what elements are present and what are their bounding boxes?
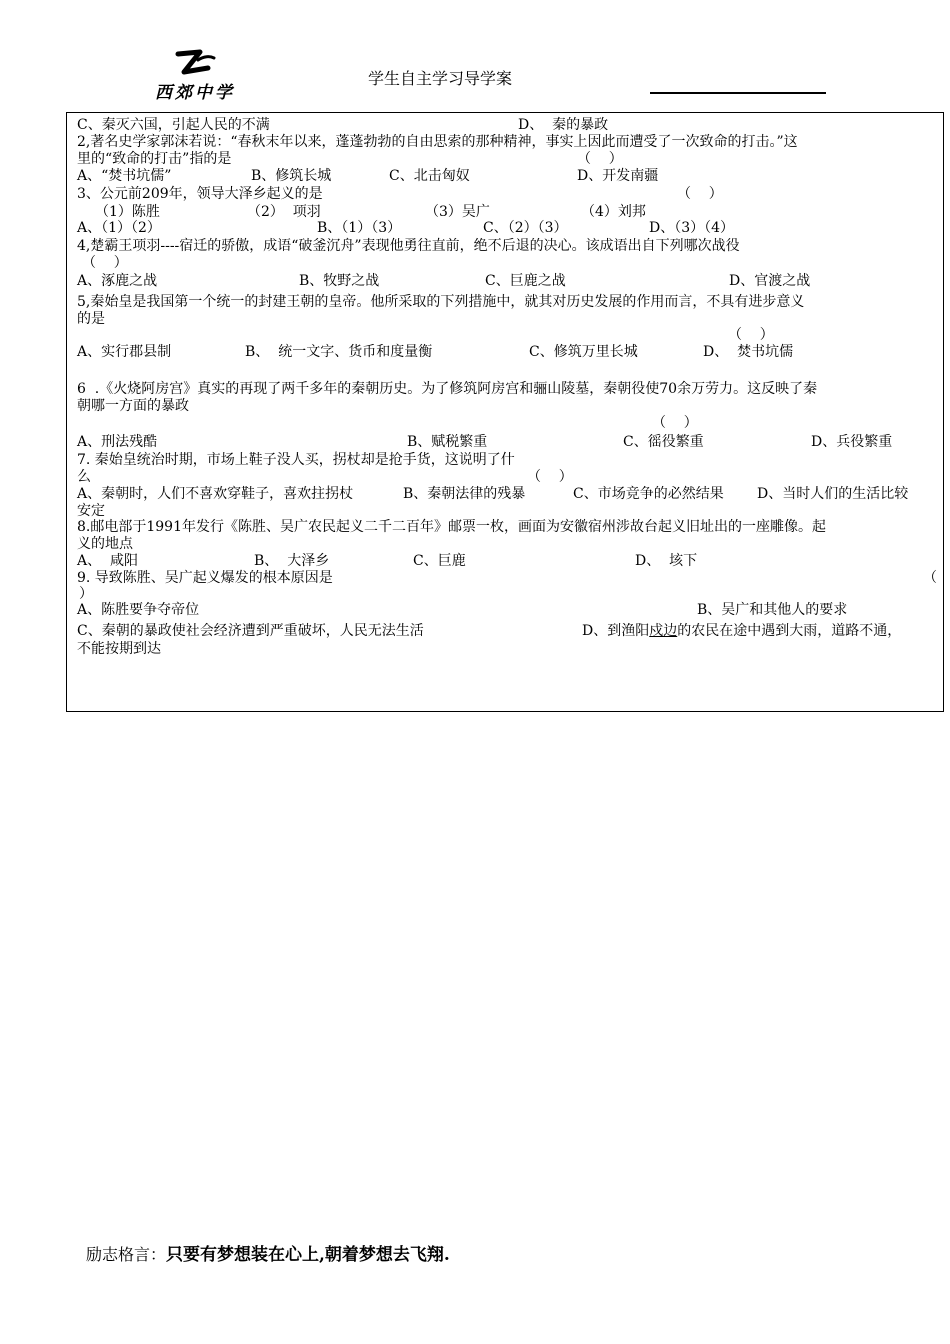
- q8-stem-line2: 义的地点: [77, 536, 133, 552]
- motto: [86, 1240, 450, 1265]
- q9-paren-close: ）: [79, 586, 93, 602]
- q6-option-c: C、徭役繁重: [623, 434, 704, 450]
- q6-option-d: D、兵役繁重: [811, 434, 893, 450]
- q4-option-a: A、涿鹿之战: [77, 273, 158, 289]
- q1-option-c: C、秦灭六国，引起人民的不满: [77, 117, 270, 133]
- q8-stem-line1: 8.邮电部于1991年发行《陈胜、吴广农民起义二千二百年》邮票一枚，画面为安徽宿州涉故台起义旧址出的一座雕像。起: [77, 519, 826, 535]
- q2-option-d: D、开发南疆: [577, 168, 659, 184]
- q9-option-d: [582, 623, 901, 639]
- q9-option-a: A、陈胜要争夺帝位: [77, 602, 200, 618]
- q7-option-d: D、当时人们的生活比较: [757, 486, 909, 502]
- q3-option-d: D、（3）（4）: [649, 220, 735, 236]
- q2-stem-text: 里的“致命的打击”指的是: [77, 151, 232, 167]
- q1-option-d: D、 秦的暴政: [518, 117, 609, 133]
- q2-option-b: B、修筑长城: [251, 168, 332, 184]
- q7-stem-text: 么: [77, 469, 91, 485]
- q7-stem-line1: 7. 秦始皇统治时期，市场上鞋子没人买，拐杖却是抢手货，这说明了什: [77, 452, 515, 468]
- name-blank-line: [650, 92, 826, 94]
- q9-paren-open: （: [923, 570, 937, 586]
- q3-option-a: A、（1）（2）: [77, 220, 161, 236]
- q5-option-d: D、 焚书坑儒: [703, 344, 794, 360]
- motto-label: 励志格言：: [86, 1245, 167, 1264]
- q4-option-d: D、官渡之战: [729, 273, 811, 289]
- q7-option-d-cont: 安定: [77, 503, 105, 519]
- q4-option-c: C、巨鹿之战: [485, 273, 566, 289]
- q3-stem-text: 3、公元前209年，领导大泽乡起义的是: [77, 186, 323, 202]
- q4-answer-paren: （ ）: [82, 255, 128, 271]
- q7-option-b: B、秦朝法律的残暴: [403, 486, 526, 502]
- page-title: 学生自主学习导学案: [368, 69, 513, 88]
- q8-option-a: A、 咸阳: [77, 553, 139, 569]
- q3-option-b: B、（1）（3）: [317, 220, 402, 236]
- q9-option-d-post: 的农民在途中遇到大雨，道路不通，: [677, 623, 902, 639]
- q9-option-d-pre: D、到渔阳: [582, 623, 650, 639]
- q5-stem-line1: 5,秦始皇是我国第一个统一的封建王朝的皇帝。他所采取的下列措施中，就其对历史发展的作用而言，不具有进步意义: [77, 294, 805, 310]
- motto-text: 只要有梦想装在心上,朝着梦想去飞翔.: [166, 1245, 450, 1265]
- q7-answer-paren: （ ）: [527, 469, 573, 485]
- q3-item-1: （1）陈胜: [95, 204, 160, 220]
- q4-stem: 4,楚霸王项羽----宿迁的骄傲，成语“破釜沉舟”表现他勇往直前，绝不后退的决心。该成语出自下列哪次战役: [77, 238, 740, 254]
- school-name: 西郊中学: [155, 83, 235, 103]
- q9-option-d-cont: 不能按期到达: [77, 641, 161, 657]
- q8-option-b: B、 大泽乡: [254, 553, 330, 569]
- q6-answer-paren: （ ）: [652, 415, 698, 431]
- school-emblem-icon: [170, 48, 220, 80]
- question-box: [66, 112, 944, 712]
- q3-option-c: C、（2）（3）: [483, 220, 568, 236]
- q9-option-d-underlined: 戍边: [649, 623, 678, 639]
- q6-stem-line1: 6 .《火烧阿房宫》真实的再现了两千多年的秦朝历史。为了修筑阿房宫和骊山陵墓，秦朝役使70余万劳力。这反映了秦: [77, 381, 818, 397]
- q6-stem-line2: 朝哪一方面的暴政: [77, 398, 189, 414]
- q6-option-a: A、刑法残酷: [77, 434, 158, 450]
- q9-option-b: B、吴广和其他人的要求: [697, 602, 848, 618]
- q8-option-c: C、巨鹿: [413, 553, 466, 569]
- q7-option-a: A、秦朝时，人们不喜欢穿鞋子，喜欢拄拐杖: [77, 486, 354, 502]
- q2-option-c: C、北击匈奴: [389, 168, 470, 184]
- q7-option-c: C、市场竞争的必然结果: [573, 486, 724, 502]
- q4-option-b: B、牧野之战: [299, 273, 380, 289]
- q8-option-d: D、 垓下: [635, 553, 698, 569]
- q3-item-3: （3）吴广: [425, 204, 490, 220]
- q2-answer-paren: （ ）: [577, 151, 623, 167]
- q5-option-c: C、修筑万里长城: [529, 344, 638, 360]
- q5-answer-paren: （ ）: [728, 327, 774, 343]
- q5-option-b: B、 统一文字、货币和度量衡: [245, 344, 433, 360]
- q2-option-a: A、“焚书坑儒”: [77, 168, 172, 184]
- q3-item-4: （4）刘邦: [581, 204, 646, 220]
- q9-stem-text: 9. 导致陈胜、吴广起义爆发的根本原因是: [77, 570, 333, 586]
- q2-stem-line1: 2,著名史学家郭沫若说：“春秋末年以来，蓬蓬勃勃的自由思索的那种精神，事实上因此而遭受了一次致命的打击。”这: [77, 134, 798, 150]
- school-logo: [140, 48, 250, 104]
- q5-stem-line2: 的是: [77, 311, 105, 327]
- q9-option-c: C、秦朝的暴政使社会经济遭到严重破坏，人民无法生活: [77, 623, 424, 639]
- q6-option-b: B、赋税繁重: [407, 434, 488, 450]
- q3-answer-paren: （ ）: [677, 186, 723, 202]
- q3-item-2: （2） 项羽: [247, 204, 321, 220]
- q5-option-a: A、实行郡县制: [77, 344, 172, 360]
